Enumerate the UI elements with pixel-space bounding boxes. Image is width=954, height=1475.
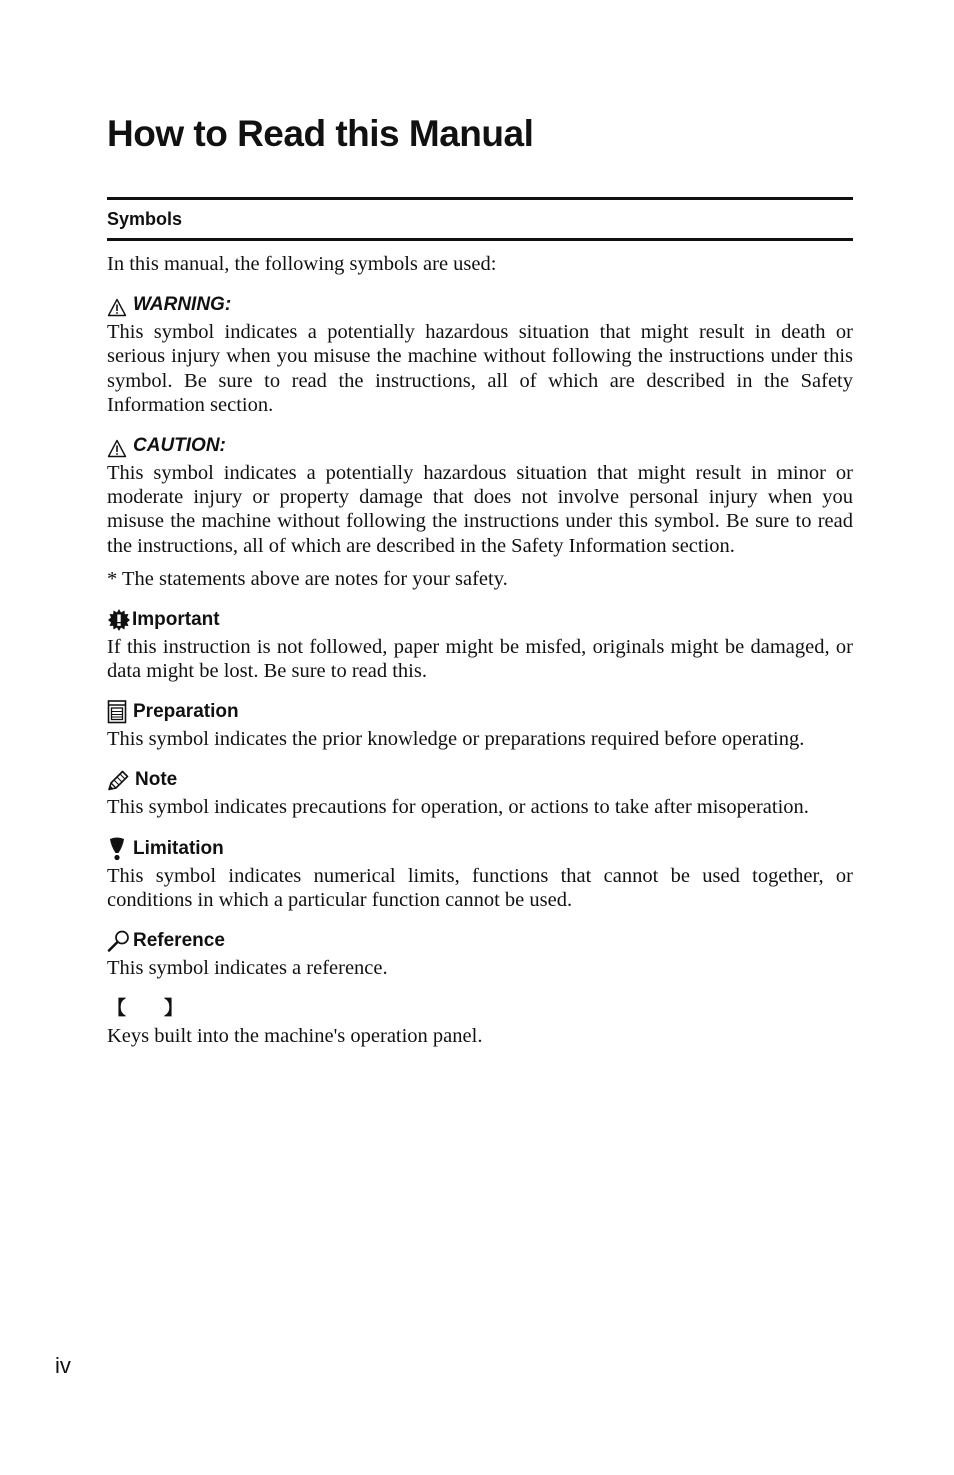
- important-text: If this instruction is not followed, paper might be misfed, originals might be damaged, or data might be lost. Be sure to read this.: [107, 635, 853, 683]
- important-burst-icon: [107, 608, 131, 632]
- important-heading: [107, 608, 853, 632]
- top-rule: [107, 197, 853, 200]
- preparation-block: [107, 700, 853, 751]
- caution-title: CAUTION:: [133, 435, 226, 457]
- limitation-block: [107, 837, 853, 912]
- important-block: [107, 608, 853, 683]
- limitation-heading: [107, 837, 853, 861]
- note-title: Note: [135, 769, 178, 791]
- keys-text: Keys built into the machine's operation panel.: [107, 1025, 483, 1048]
- intro-text: In this manual, the following symbols are used:: [107, 253, 497, 275]
- reference-heading: [107, 929, 853, 953]
- key-open-bracket: 【: [107, 998, 127, 1020]
- caution-triangle-icon: [107, 439, 127, 458]
- limitation-title: Limitation: [133, 837, 224, 859]
- key-close-bracket: 】: [164, 998, 184, 1020]
- caution-block: [107, 434, 853, 558]
- keys-heading: [107, 997, 853, 1021]
- warning-heading: [107, 293, 853, 317]
- reference-block: [107, 929, 853, 980]
- caution-text: This symbol indicates a potentially hazardous situation that might result in minor or moderate injury or property damage that does not involve personal injury when you misuse the machine without following the instructions under this symbol. Be sure to read the instructions, all of which are described in the Safety Information section.: [107, 462, 853, 557]
- reference-text: This symbol indicates a reference.: [107, 957, 388, 980]
- bottom-rule: [107, 238, 853, 241]
- keys-block: [107, 997, 853, 1048]
- warning-block: [107, 293, 853, 417]
- reference-title: Reference: [133, 930, 225, 952]
- page-title: How to Read this Manual: [107, 113, 534, 154]
- reference-magnifier-icon: [107, 929, 131, 953]
- limitation-text: This symbol indicates numerical limits, functions that cannot be used together, or conditions in which a particular function cannot be used.: [107, 864, 853, 911]
- preparation-text: This symbol indicates the prior knowledge or preparations required before operating.: [107, 728, 805, 751]
- preparation-title: Preparation: [133, 701, 239, 723]
- preparation-notebook-icon: [107, 700, 127, 724]
- note-heading: [107, 768, 853, 792]
- caution-heading: [107, 434, 853, 458]
- important-title: Important: [132, 608, 220, 630]
- warning-triangle-icon: [107, 298, 127, 317]
- safety-note: * The statements above are notes for your safety.: [107, 567, 508, 590]
- page-number: iv: [55, 1353, 71, 1378]
- note-text: This symbol indicates precautions for operation, or actions to take after misoperation.: [107, 796, 809, 819]
- symbols-content: [107, 252, 853, 1065]
- warning-text: This symbol indicates a potentially hazardous situation that might result in death or serious injury when you misuse the machine without following the instructions under this symbol. Be sure to read the instructions, all of which are described in the Safety Information section.: [107, 321, 853, 416]
- section-heading: Symbols: [107, 209, 183, 229]
- preparation-heading: [107, 700, 853, 724]
- note-block: [107, 768, 853, 819]
- note-pencil-icon: [107, 770, 129, 792]
- warning-title: WARNING:: [133, 294, 232, 316]
- limitation-exclamation-icon: [107, 837, 127, 861]
